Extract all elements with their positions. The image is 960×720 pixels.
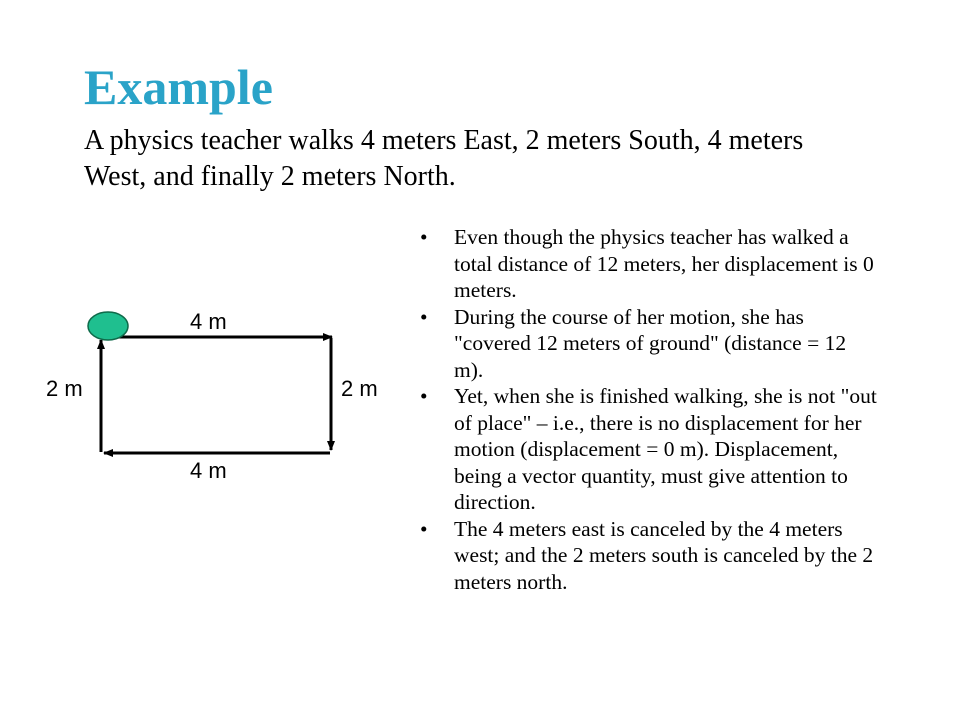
bullet-text: During the course of her motion, she has "covered 12 meters of ground" (distance = 12 m). [454, 304, 847, 382]
bullet-icon: • [420, 304, 428, 329]
bullet-text: Even though the physics teacher has walked a total distance of 12 meters, her displacement is 0 meters. [454, 225, 874, 302]
slide-subtitle: A physics teacher walks 4 meters East, 2 meters South, 4 meters West, and finally 2 meters North. [84, 125, 804, 192]
right-distance-label: 2 m [341, 376, 378, 401]
list-item [420, 304, 880, 384]
list-item [420, 224, 880, 304]
bullet-icon: • [420, 225, 428, 249]
top-distance-label: 4 m [190, 309, 227, 334]
bottom-distance-label: 4 m [190, 458, 227, 483]
bullet-text: Yet, when she is finished walking, she is not "out of place" – i.e., there is no displacement for her motion (displacement = 0 m). Displacement, being a vector quantity, must give attention to direction. [454, 384, 877, 514]
slide-title: Example [84, 59, 273, 115]
bullet-text: The 4 meters east is canceled by the 4 meters west; and the 2 meters south is canceled by the 2 meters north. [454, 516, 874, 594]
list-item [420, 516, 880, 596]
bullet-icon: • [420, 516, 428, 541]
start-point-marker [88, 312, 128, 340]
list-item [420, 383, 880, 516]
explanation-list [420, 224, 880, 595]
left-distance-label: 2 m [46, 376, 83, 401]
bullet-icon: • [420, 384, 428, 408]
